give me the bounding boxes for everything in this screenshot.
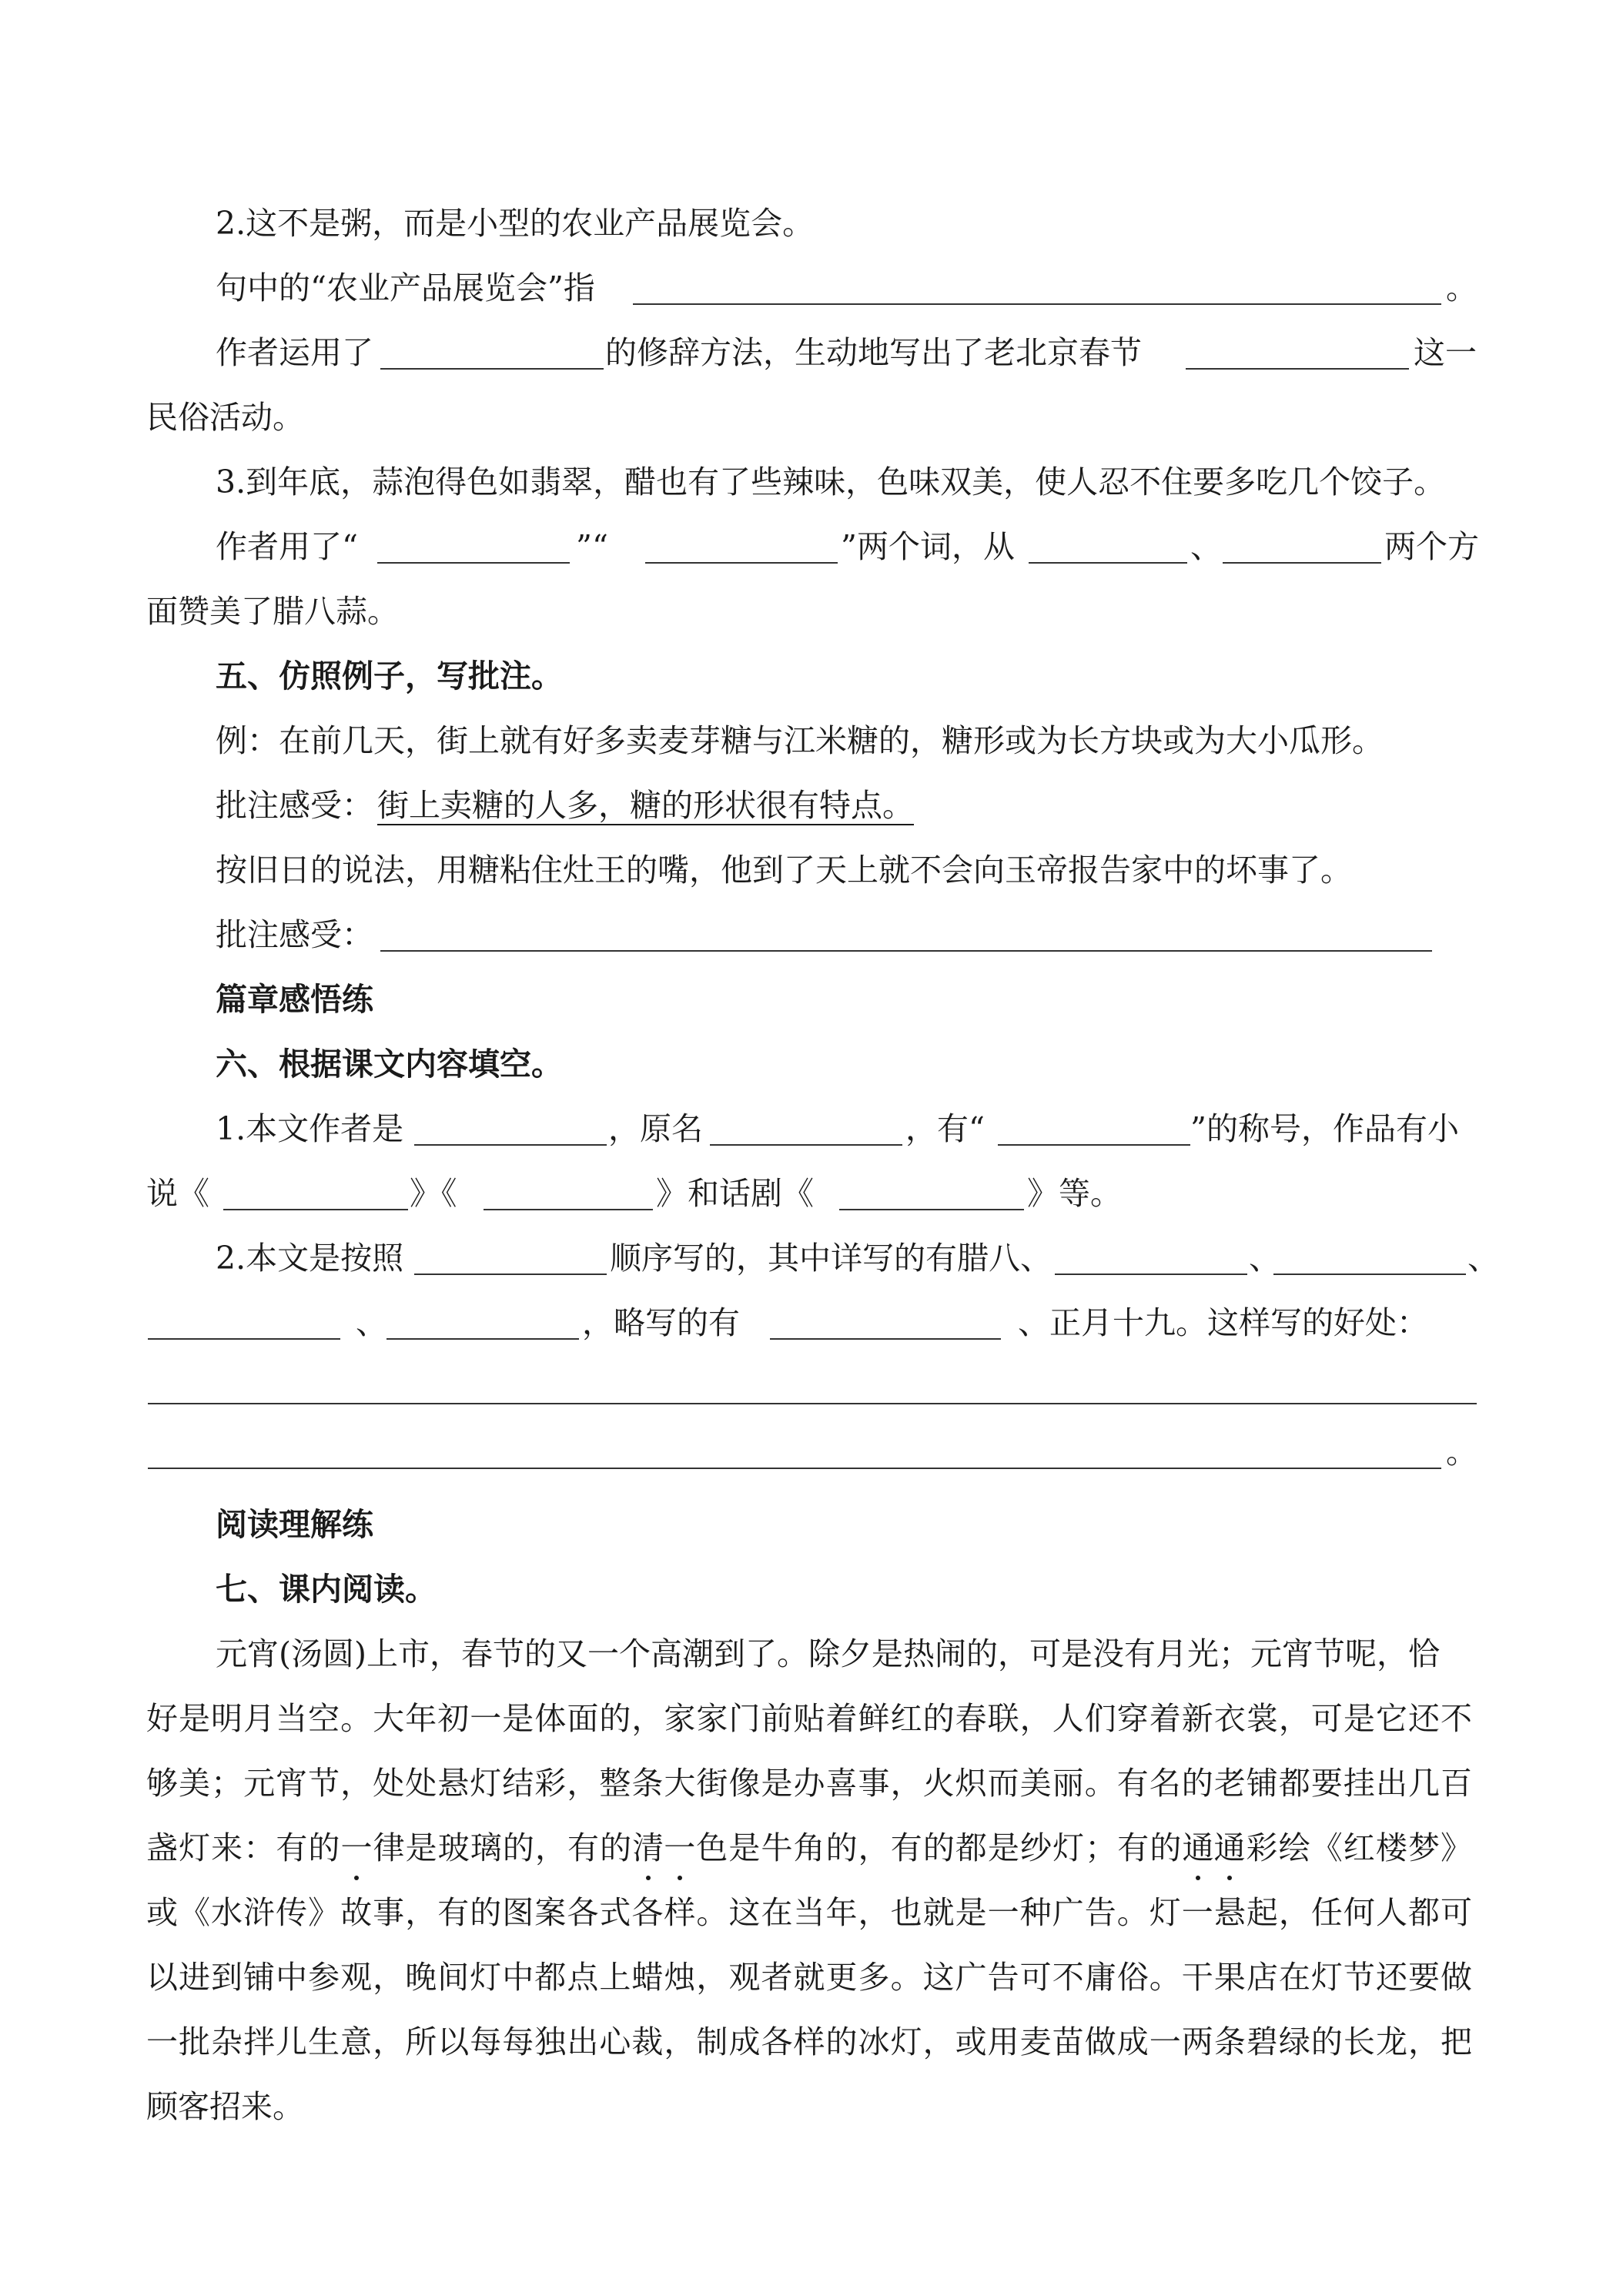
q6-item2-answer-line1 [0, 1357, 1623, 1418]
q7-passage-line: 顾客招来。 [146, 2088, 304, 2125]
answer-blank[interactable] [1186, 368, 1409, 370]
answer-blank[interactable] [380, 950, 1432, 952]
section-chapter: 篇章感悟练 [216, 981, 373, 1018]
answer-blank[interactable] [645, 562, 838, 564]
answer-blank[interactable] [998, 1144, 1190, 1146]
answer-blank[interactable] [148, 1338, 340, 1340]
emphasis-dot-char: 一 [664, 1817, 695, 1879]
answer-blank[interactable] [148, 1403, 1477, 1404]
q4-item3-sentence: 3.到年底，蒜泡得色如翡翠，醋也有了些辣味，色味双美，使人忍不住要多吃几个饺子。 [216, 464, 1446, 500]
emphasis-dot-char: 通 [1182, 1817, 1213, 1879]
emphasis-dot-char: 一 [340, 1817, 372, 1879]
answer-blank[interactable] [223, 1209, 408, 1210]
q7-passage-line: 一批杂拌儿生意，所以每每独出心裁，制成各样的冰灯，或用麦苗做成一两条碧绿的长龙，把 [146, 2023, 1472, 2060]
q5-heading: 五、仿照例子，写批注。 [216, 658, 563, 694]
answer-blank[interactable] [484, 1209, 653, 1210]
q7-passage-line-emphasis: 盏灯来：有的一律是玻璃的，有的清一色是牛角的，有的都是纱灯；有的通通彩绘《红楼梦》 [0, 1817, 1623, 1879]
q4-item2-question1: 句中的“农业产品展览会”指 。 [216, 269, 1477, 306]
answer-blank[interactable] [1029, 562, 1187, 564]
q6-item2-cont: 、 ，略写的有 、正月十九。这样写的好处： [0, 1292, 1623, 1354]
answer-blank[interactable] [380, 368, 604, 370]
q5-example: 例：在前几天，街上就有好多卖麦芽糖与江米糖的，糖形或为长方块或为大小瓜形。 [216, 722, 1384, 759]
q7-passage-line: 够美；元宵节，处处悬灯结彩，整条大街像是办喜事，火炽而美丽。有名的老铺都要挂出几百 [146, 1765, 1472, 1802]
answer-blank[interactable] [1273, 1274, 1466, 1275]
answer-blank[interactable] [1223, 562, 1381, 564]
q7-passage-line: 元宵(汤圆)上市，春节的又一个高潮到了。除夕是热闹的，可是没有月光；元宵节呢，恰 [216, 1635, 1440, 1672]
answer-blank[interactable] [148, 1468, 1441, 1469]
answer-blank[interactable] [770, 1338, 1001, 1340]
q6-item1: 1.本文作者是 ，原名 ，有“ ”的称号，作品有小 [216, 1110, 1459, 1147]
section-reading: 阅读理解练 [216, 1506, 373, 1543]
q4-item3-question: 作者用了“ ”“ ”两个词，从 、 两个方 [216, 528, 1479, 565]
q7-passage-line: 或《水浒传》故事，有的图案各式各样。这在当年，也就是一种广告。灯一悬起，任何人都可 [146, 1894, 1472, 1931]
q5-example-note: 批注感受： 街上卖糖的人多，糖的形状很有特点。 [216, 787, 914, 824]
answer-blank[interactable] [377, 562, 570, 564]
q6-item1-cont: 说《 》《 》和话剧《 》等。 [146, 1175, 1122, 1212]
answer-blank[interactable] [839, 1209, 1024, 1210]
answer-blank[interactable] [414, 1144, 607, 1146]
q7-passage-line: 以进到铺中参观，晚间灯中都点上蜡烛，观者就更多。这广告可不庸俗。干果店在灯节还要做 [146, 1959, 1472, 1996]
q5-task-note: 批注感受： [0, 904, 1623, 966]
q6-heading: 六、根据课文内容填空。 [216, 1046, 563, 1083]
q7-heading: 七、课内阅读。 [216, 1571, 437, 1608]
answer-blank[interactable] [387, 1338, 579, 1340]
q4-item2-sentence: 2.这不是粥，而是小型的农业产品展览会。 [216, 205, 815, 242]
answer-blank[interactable] [414, 1274, 607, 1275]
answer-blank[interactable] [710, 1144, 902, 1146]
answer-blank[interactable] [1055, 1274, 1247, 1275]
q4-item3-question-cont: 面赞美了腊八蒜。 [146, 593, 399, 630]
q4-item2-question2: 作者运用了 的修辞方法，生动地写出了老北京春节 这一 [216, 334, 1477, 371]
q6-item2: 2.本文是按照 顺序写的，其中详写的有腊八、 、 、 [216, 1240, 1499, 1277]
emphasis-dot-char: 通 [1213, 1817, 1245, 1879]
answer-blank[interactable] [633, 303, 1441, 305]
q6-item2-answer-line2: 。 [0, 1421, 1623, 1483]
emphasis-dot-char: 清 [632, 1817, 664, 1879]
q5-task: 按旧日的说法，用糖粘住灶王的嘴，他到了天上就不会向玉帝报告家中的坏事了。 [216, 852, 1352, 889]
q4-item2-question2-cont: 民俗活动。 [146, 399, 304, 436]
q7-passage-line: 好是明月当空。大年初一是体面的，家家门前贴着鲜红的春联，人们穿着新衣裳，可是它还不 [146, 1700, 1472, 1737]
